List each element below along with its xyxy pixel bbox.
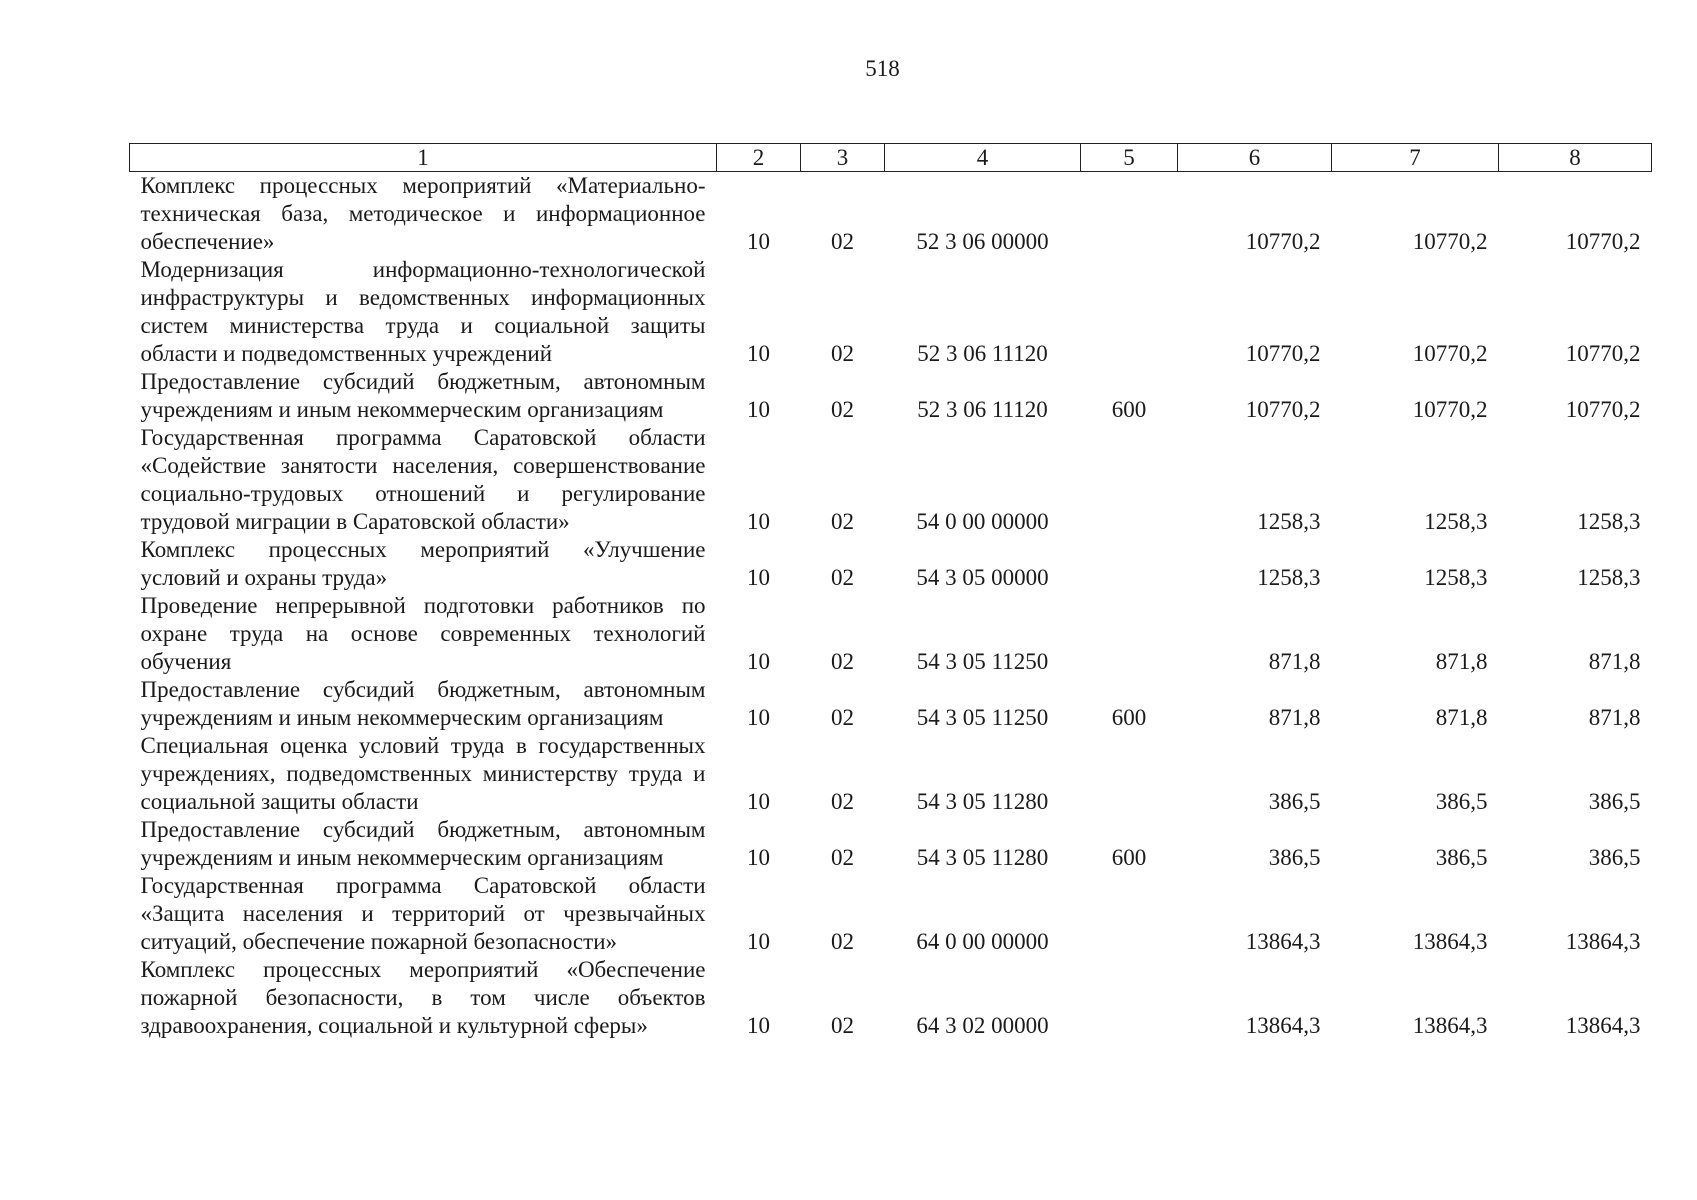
subsection-code-cell: 02 bbox=[831, 705, 854, 730]
row-name-cell: Предоставление субсидий бюджетным, автономным учреждениям и иным некоммерческим организациям bbox=[140, 369, 706, 422]
expense-type-cell bbox=[1081, 256, 1178, 368]
amount-cell-7: 10770,2 bbox=[1412, 229, 1488, 254]
row-name-cell: Модернизация информационно-технологической инфраструктуры и ведомственных информационных систем министерства труда и социальной защиты области и подведомственных учреждений bbox=[140, 257, 706, 366]
amount-cell-6: 386,5 bbox=[1268, 789, 1321, 814]
amount-cell-8: 10770,2 bbox=[1565, 341, 1641, 366]
section-code-cell: 10 bbox=[747, 341, 770, 366]
target-article-cell: 52 3 06 11120 bbox=[917, 341, 1048, 366]
expense-type-cell: 600 bbox=[1111, 845, 1147, 870]
column-header-5: 5 bbox=[1081, 144, 1178, 172]
table-row bbox=[130, 424, 1652, 536]
table-row bbox=[130, 592, 1652, 676]
table-row bbox=[130, 172, 1652, 257]
table-body bbox=[130, 172, 1652, 1041]
target-article-cell: 54 3 05 00000 bbox=[916, 565, 1049, 590]
target-article-cell: 54 3 05 11250 bbox=[916, 649, 1049, 674]
amount-cell-8: 386,5 bbox=[1588, 845, 1641, 870]
target-article-cell: 64 3 02 00000 bbox=[916, 1013, 1049, 1038]
section-code-cell: 10 bbox=[747, 229, 770, 254]
amount-cell-8: 386,5 bbox=[1588, 789, 1641, 814]
budget-table bbox=[129, 143, 1652, 1040]
amount-cell-8: 1258,3 bbox=[1577, 509, 1641, 534]
amount-cell-7: 1258,3 bbox=[1424, 509, 1488, 534]
expense-type-cell: 600 bbox=[1111, 705, 1147, 730]
section-code-cell: 10 bbox=[747, 509, 770, 534]
table-header-row bbox=[130, 144, 1652, 172]
amount-cell-7: 386,5 bbox=[1435, 789, 1488, 814]
table-row bbox=[130, 732, 1652, 816]
amount-cell-8: 10770,2 bbox=[1565, 397, 1641, 422]
row-name-cell: Предоставление субсидий бюджетным, автономным учреждениям и иным некоммерческим организациям bbox=[140, 817, 706, 870]
table-row bbox=[130, 872, 1652, 956]
row-name-cell: Комплекс процессных мероприятий «Обеспечение пожарной безопасности, в том числе объектов здравоохранения, социальной и культурной сферы» bbox=[140, 957, 706, 1038]
amount-cell-6: 13864,3 bbox=[1245, 1013, 1321, 1038]
amount-cell-8: 13864,3 bbox=[1565, 929, 1641, 954]
column-header-1: 1 bbox=[130, 144, 717, 172]
target-article-cell: 52 3 06 11120 bbox=[917, 397, 1048, 422]
expense-type-cell bbox=[1081, 956, 1178, 1040]
amount-cell-6: 13864,3 bbox=[1245, 929, 1321, 954]
expense-type-cell bbox=[1081, 172, 1178, 257]
table-row bbox=[130, 816, 1652, 872]
subsection-code-cell: 02 bbox=[831, 1013, 854, 1038]
column-header-6: 6 bbox=[1178, 144, 1332, 172]
subsection-code-cell: 02 bbox=[831, 565, 854, 590]
amount-cell-6: 10770,2 bbox=[1245, 341, 1321, 366]
target-article-cell: 52 3 06 00000 bbox=[916, 229, 1049, 254]
table-row bbox=[130, 956, 1652, 1040]
amount-cell-6: 1258,3 bbox=[1257, 565, 1321, 590]
section-code-cell: 10 bbox=[747, 705, 770, 730]
expense-type-cell bbox=[1081, 536, 1178, 592]
target-article-cell: 54 0 00 00000 bbox=[916, 509, 1049, 534]
section-code-cell: 10 bbox=[747, 397, 770, 422]
column-header-2: 2 bbox=[717, 144, 801, 172]
target-article-cell: 64 0 00 00000 bbox=[916, 929, 1049, 954]
amount-cell-8: 1258,3 bbox=[1577, 565, 1641, 590]
amount-cell-8: 10770,2 bbox=[1565, 229, 1641, 254]
target-article-cell: 54 3 05 11280 bbox=[916, 789, 1049, 814]
amount-cell-7: 871,8 bbox=[1435, 649, 1488, 674]
amount-cell-6: 1258,3 bbox=[1257, 509, 1321, 534]
amount-cell-6: 10770,2 bbox=[1245, 397, 1321, 422]
expense-type-cell bbox=[1081, 872, 1178, 956]
amount-cell-7: 13864,3 bbox=[1412, 1013, 1488, 1038]
section-code-cell: 10 bbox=[747, 649, 770, 674]
amount-cell-6: 871,8 bbox=[1268, 705, 1321, 730]
column-header-4: 4 bbox=[885, 144, 1081, 172]
amount-cell-6: 386,5 bbox=[1268, 845, 1321, 870]
subsection-code-cell: 02 bbox=[831, 789, 854, 814]
column-header-8: 8 bbox=[1499, 144, 1652, 172]
section-code-cell: 10 bbox=[747, 1013, 770, 1038]
amount-cell-6: 871,8 bbox=[1268, 649, 1321, 674]
section-code-cell: 10 bbox=[747, 929, 770, 954]
subsection-code-cell: 02 bbox=[831, 845, 854, 870]
amount-cell-8: 13864,3 bbox=[1565, 1013, 1641, 1038]
subsection-code-cell: 02 bbox=[831, 649, 854, 674]
row-name-cell: Предоставление субсидий бюджетным, автономным учреждениям и иным некоммерческим организациям bbox=[140, 677, 706, 730]
row-name-cell: Проведение непрерывной подготовки работников по охране труда на основе современных технологий обучения bbox=[140, 593, 706, 674]
subsection-code-cell: 02 bbox=[831, 929, 854, 954]
amount-cell-7: 10770,2 bbox=[1412, 341, 1488, 366]
table-row bbox=[130, 676, 1652, 732]
subsection-code-cell: 02 bbox=[831, 509, 854, 534]
amount-cell-7: 386,5 bbox=[1435, 845, 1488, 870]
target-article-cell: 54 3 05 11250 bbox=[916, 705, 1049, 730]
amount-cell-6: 10770,2 bbox=[1245, 229, 1321, 254]
amount-cell-7: 13864,3 bbox=[1412, 929, 1488, 954]
row-name-cell: Государственная программа Саратовской области «Защита населения и территорий от чрезвычайных ситуаций, обеспечение пожарной безопасности» bbox=[140, 873, 706, 954]
page-number: 518 bbox=[865, 56, 900, 81]
row-name-cell: Государственная программа Саратовской области «Содействие занятости населения, совершенствование социально-трудовых отношений и регулирование трудовой миграции в Саратовской области» bbox=[140, 425, 706, 534]
section-code-cell: 10 bbox=[747, 845, 770, 870]
amount-cell-7: 1258,3 bbox=[1424, 565, 1488, 590]
subsection-code-cell: 02 bbox=[831, 397, 854, 422]
expense-type-cell: 600 bbox=[1111, 397, 1147, 422]
subsection-code-cell: 02 bbox=[831, 229, 854, 254]
expense-type-cell bbox=[1081, 592, 1178, 676]
table-row bbox=[130, 536, 1652, 592]
section-code-cell: 10 bbox=[747, 789, 770, 814]
amount-cell-7: 871,8 bbox=[1435, 705, 1488, 730]
amount-cell-8: 871,8 bbox=[1588, 649, 1641, 674]
table-row bbox=[130, 368, 1652, 424]
column-header-7: 7 bbox=[1332, 144, 1499, 172]
section-code-cell: 10 bbox=[747, 565, 770, 590]
amount-cell-8: 871,8 bbox=[1588, 705, 1641, 730]
row-name-cell: Специальная оценка условий труда в государственных учреждениях, подведомственных министерству труда и социальной защиты области bbox=[140, 733, 706, 814]
amount-cell-7: 10770,2 bbox=[1412, 397, 1488, 422]
column-header-3: 3 bbox=[801, 144, 885, 172]
subsection-code-cell: 02 bbox=[831, 341, 854, 366]
row-name-cell: Комплекс процессных мероприятий «Материально-техническая база, методическое и информационное обеспечение» bbox=[140, 173, 706, 254]
expense-type-cell bbox=[1081, 732, 1178, 816]
expense-type-cell bbox=[1081, 424, 1178, 536]
table-row bbox=[130, 256, 1652, 368]
target-article-cell: 54 3 05 11280 bbox=[916, 845, 1049, 870]
row-name-cell: Комплекс процессных мероприятий «Улучшение условий и охраны труда» bbox=[140, 537, 706, 590]
